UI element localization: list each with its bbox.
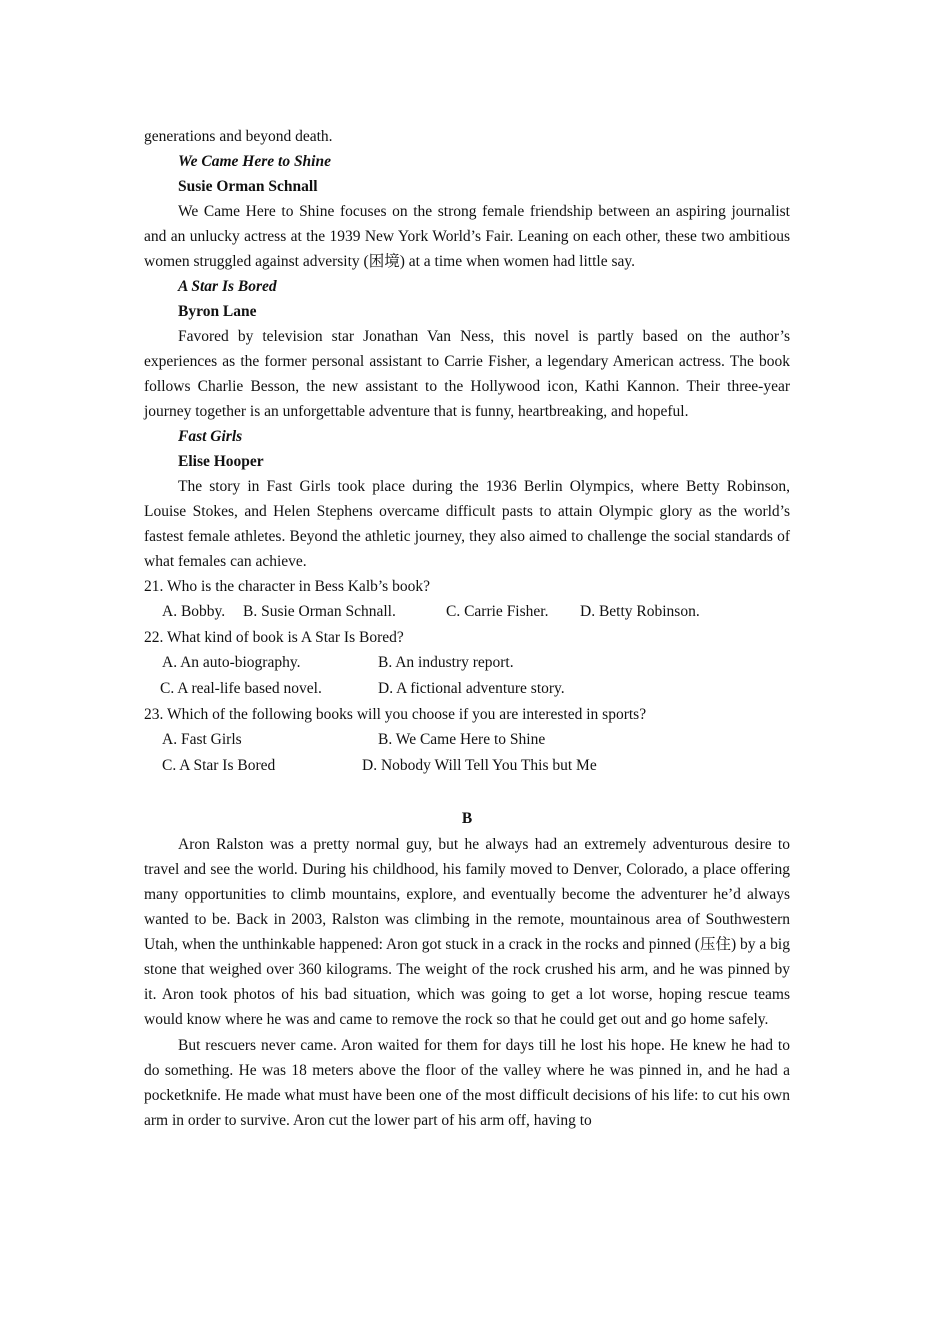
book-author: Byron Lane: [178, 303, 257, 320]
book-title: We Came Here to Shine: [178, 153, 331, 170]
question-stem: 22. What kind of book is A Star Is Bored?: [144, 629, 404, 646]
section-heading: B: [461, 810, 473, 827]
option-d: D. A fictional adventure story.: [378, 680, 565, 697]
question-options: [144, 599, 790, 625]
book-entry: [144, 274, 790, 424]
document-page: [144, 124, 790, 1133]
question-options: [144, 753, 790, 779]
book-description: We Came Here to Shine focuses on the strong female friendship between an aspiring journalist and an unlucky actress at the 1939 New York World’s Fair. Leaning on each other, these two ambitious women struggled against adversity (困境) at a time when women had little say.: [144, 203, 790, 270]
option-d: D. Nobody Will Tell You This but Me: [362, 757, 597, 774]
book-title: A Star Is Bored: [178, 278, 277, 295]
book-description: Favored by television star Jonathan Van Ness, this novel is partly based on the author’s experiences as the former personal assistant to Carrie Fisher, a legendary American actress. The book follows Charlie Besson, the new assistant to the Hollywood icon, Kathi Kannon. Their three-year journey together is an unforgettable adventure that is funny, heartbreaking, and hopeful.: [144, 328, 790, 420]
book-author: Susie Orman Schnall: [178, 178, 318, 195]
book-entry: [144, 149, 790, 274]
question-21: [144, 574, 790, 625]
question-options: [144, 727, 790, 753]
option-a: A. An auto-biography.: [162, 654, 301, 671]
option-c: C. A real-life based novel.: [160, 680, 322, 697]
option-b: B. An industry report.: [378, 654, 514, 671]
question-stem: 23. Which of the following books will you choose if you are interested in sports?: [144, 706, 647, 723]
option-a: A. Fast Girls: [162, 731, 242, 748]
question-options: [144, 650, 790, 676]
passage-paragraph: But rescuers never came. Aron waited for them for days till he lost his hope. He knew he had to do something. He was 18 meters above the floor of the valley where he was pinned in, and he had a pocketknife. He made what must have been one of the most difficult decisions of his life: to cut his own arm in order to survive. Aron cut the lower part of his arm off, having to: [144, 1037, 790, 1129]
option-d: D. Betty Robinson.: [580, 603, 700, 620]
option-c: C. A Star Is Bored: [162, 757, 276, 774]
intro-tail: generations and beyond death.: [144, 128, 333, 145]
book-author: Elise Hooper: [178, 453, 264, 470]
option-b: B. We Came Here to Shine: [378, 731, 546, 748]
passage-paragraph: Aron Ralston was a pretty normal guy, but he always had an extremely adventurous desire to travel and see the world. During his childhood, his family moved to Denver, Colorado, a place offering many opportunities to climb mountains, explore, and eventually become the adventurer he’d always wanted to be. Back in 2003, Ralston was climbing in the remote, mountainous area of Southwestern Utah, when the unthinkable happened: Aron got stuck in a crack in the rocks and pinned (压住) by a big stone that weighed over 360 kilograms. The weight of the rock crushed his arm, and he was pinned by it. Aron took photos of his bad situation, which was going to get a lot worse, hoping rescue teams would know where he was and came to remove the rock so that he could get out and go home safely.: [144, 836, 790, 1028]
option-a: A. Bobby.: [162, 603, 226, 620]
book-entry: [144, 424, 790, 574]
book-title: Fast Girls: [178, 428, 243, 445]
option-b: B. Susie Orman Schnall.: [243, 603, 396, 620]
question-22: [144, 625, 790, 702]
question-options: [144, 676, 790, 702]
question-23: [144, 702, 790, 779]
book-description: The story in Fast Girls took place during the 1936 Berlin Olympics, where Betty Robinson, Louise Stokes, and Helen Stephens overcame difficult pasts to attain Olympic glory as the world’s fastest female athletes. Beyond the athletic journey, they also aimed to challenge the social standards of what females can achieve.: [144, 478, 790, 570]
option-c: C. Carrie Fisher.: [446, 603, 549, 620]
question-stem: 21. Who is the character in Bess Kalb’s book?: [144, 578, 430, 595]
